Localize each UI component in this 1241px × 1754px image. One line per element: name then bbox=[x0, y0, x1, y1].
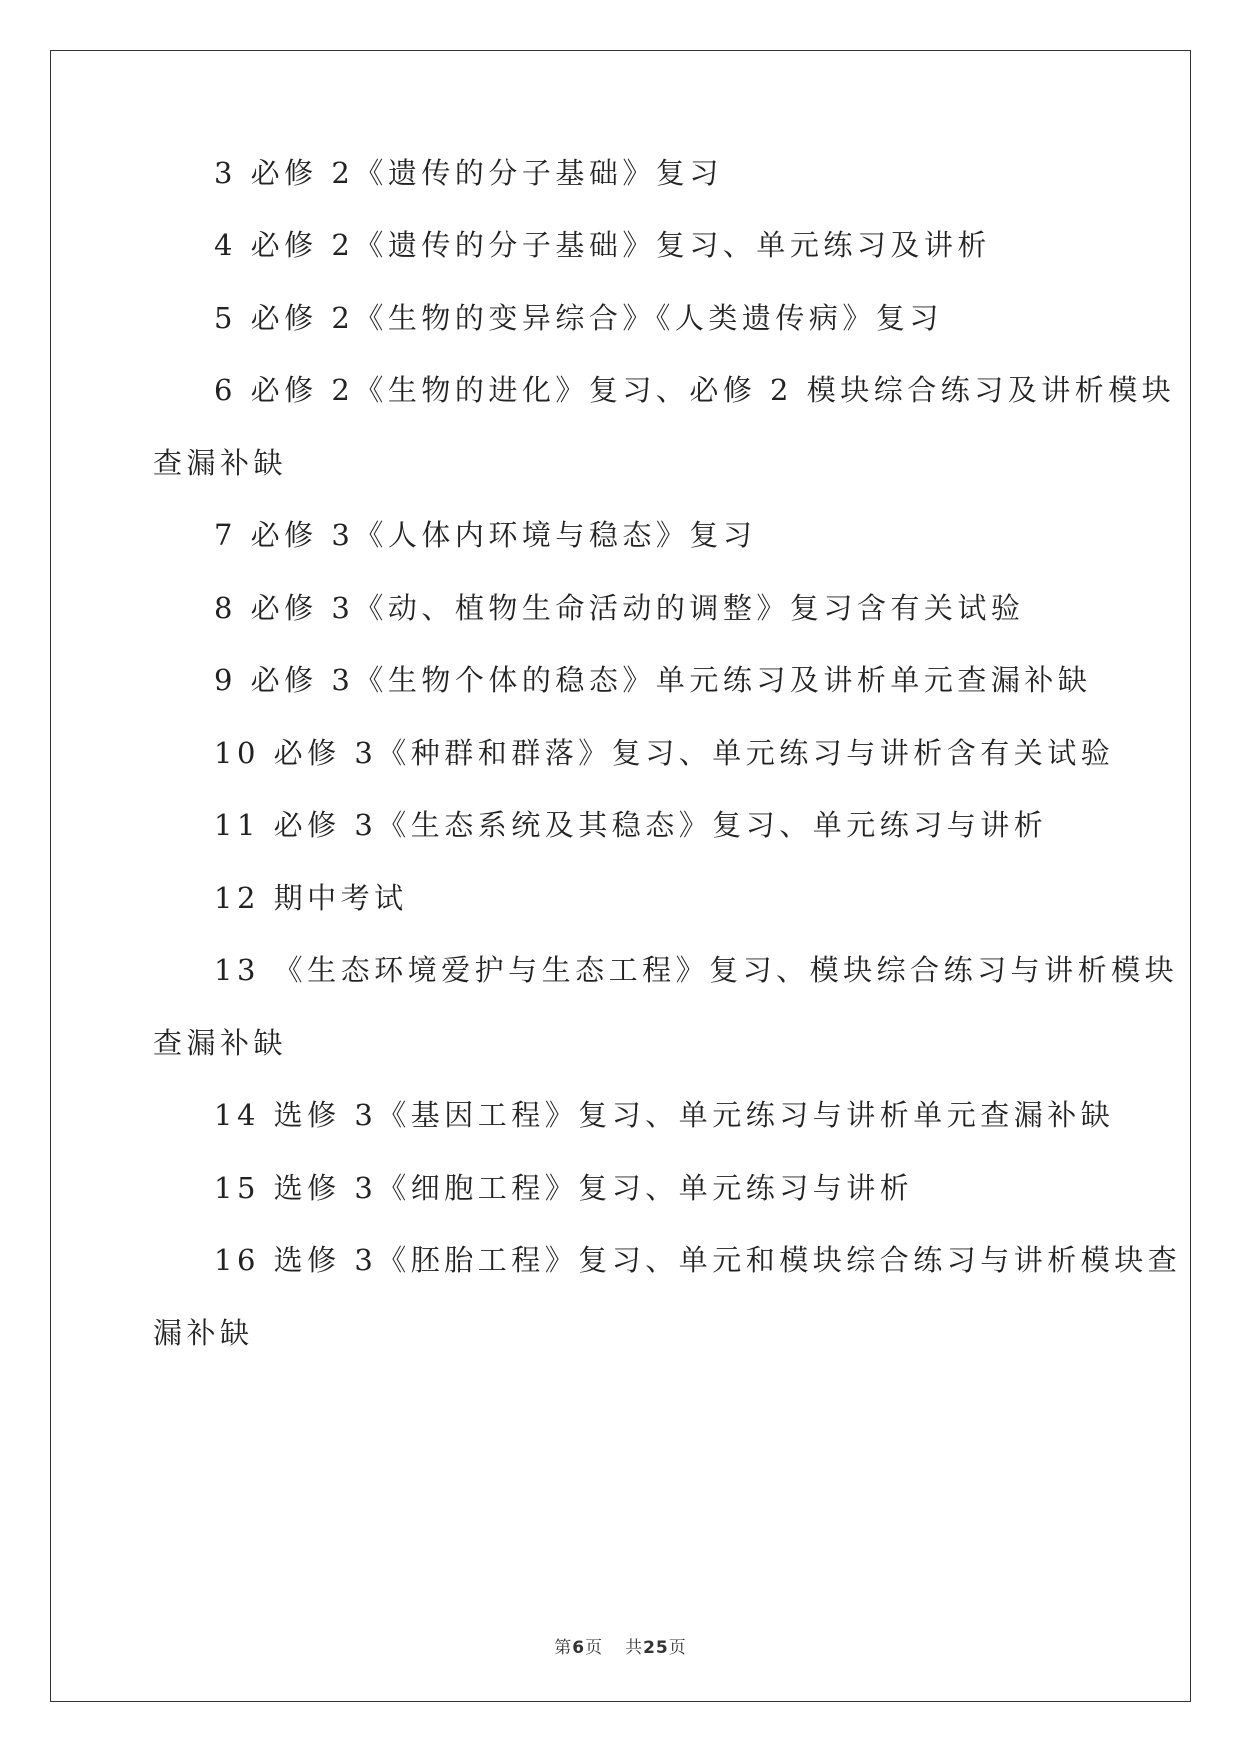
total-prefix: 共 bbox=[625, 1638, 644, 1658]
text-line-16: 16 选修 3《胚胎工程》复习、单元和模块综合练习与讲析模块查 bbox=[214, 1243, 1182, 1277]
text-line-8: 8 必修 3《动、植物生命活动的调整》复习含有关试验 bbox=[214, 591, 1025, 625]
text-line-6: 6 必修 2《生物的进化》复习、必修 2 模块综合练习及讲析模块 bbox=[214, 373, 1176, 407]
total-pages: 25 bbox=[643, 1638, 669, 1658]
text-line-7: 7 必修 3《人体内环境与稳态》复习 bbox=[214, 518, 757, 552]
page-number: 6 bbox=[572, 1638, 586, 1658]
text-line-13-continued: 查漏补缺 bbox=[153, 1026, 288, 1060]
text-line-11: 11 必修 3《生态系统及其稳态》复习、单元练习与讲析 bbox=[214, 808, 1048, 842]
text-line-10: 10 必修 3《种群和群落》复习、单元练习与讲析含有关试验 bbox=[214, 736, 1115, 770]
page-prefix: 第 bbox=[554, 1638, 573, 1658]
text-line-9: 9 必修 3《生物个体的稳态》单元练习及讲析单元查漏补缺 bbox=[214, 663, 1092, 697]
page-frame bbox=[50, 50, 1191, 1702]
text-line-13: 13 《生态环境爱护与生态工程》复习、模块综合练习与讲析模块 bbox=[214, 953, 1179, 987]
text-line-15: 15 选修 3《细胞工程》复习、单元练习与讲析 bbox=[214, 1171, 914, 1205]
text-line-4: 4 必修 2《遗传的分子基础》复习、单元练习及讲析 bbox=[214, 228, 991, 262]
total-suffix: 页 bbox=[668, 1638, 687, 1658]
text-line-6-continued: 查漏补缺 bbox=[153, 446, 288, 480]
text-line-14: 14 选修 3《基因工程》复习、单元练习与讲析单元查漏补缺 bbox=[214, 1098, 1115, 1132]
text-line-16-continued: 漏补缺 bbox=[153, 1316, 254, 1350]
page-footer bbox=[51, 1633, 1190, 1658]
text-line-3: 3 必修 2《遗传的分子基础》复习 bbox=[214, 156, 723, 190]
text-line-12: 12 期中考试 bbox=[214, 881, 408, 915]
text-line-5: 5 必修 2《生物的变异综合》《人类遗传病》复习 bbox=[214, 301, 943, 335]
page-suffix: 页 bbox=[585, 1638, 604, 1658]
